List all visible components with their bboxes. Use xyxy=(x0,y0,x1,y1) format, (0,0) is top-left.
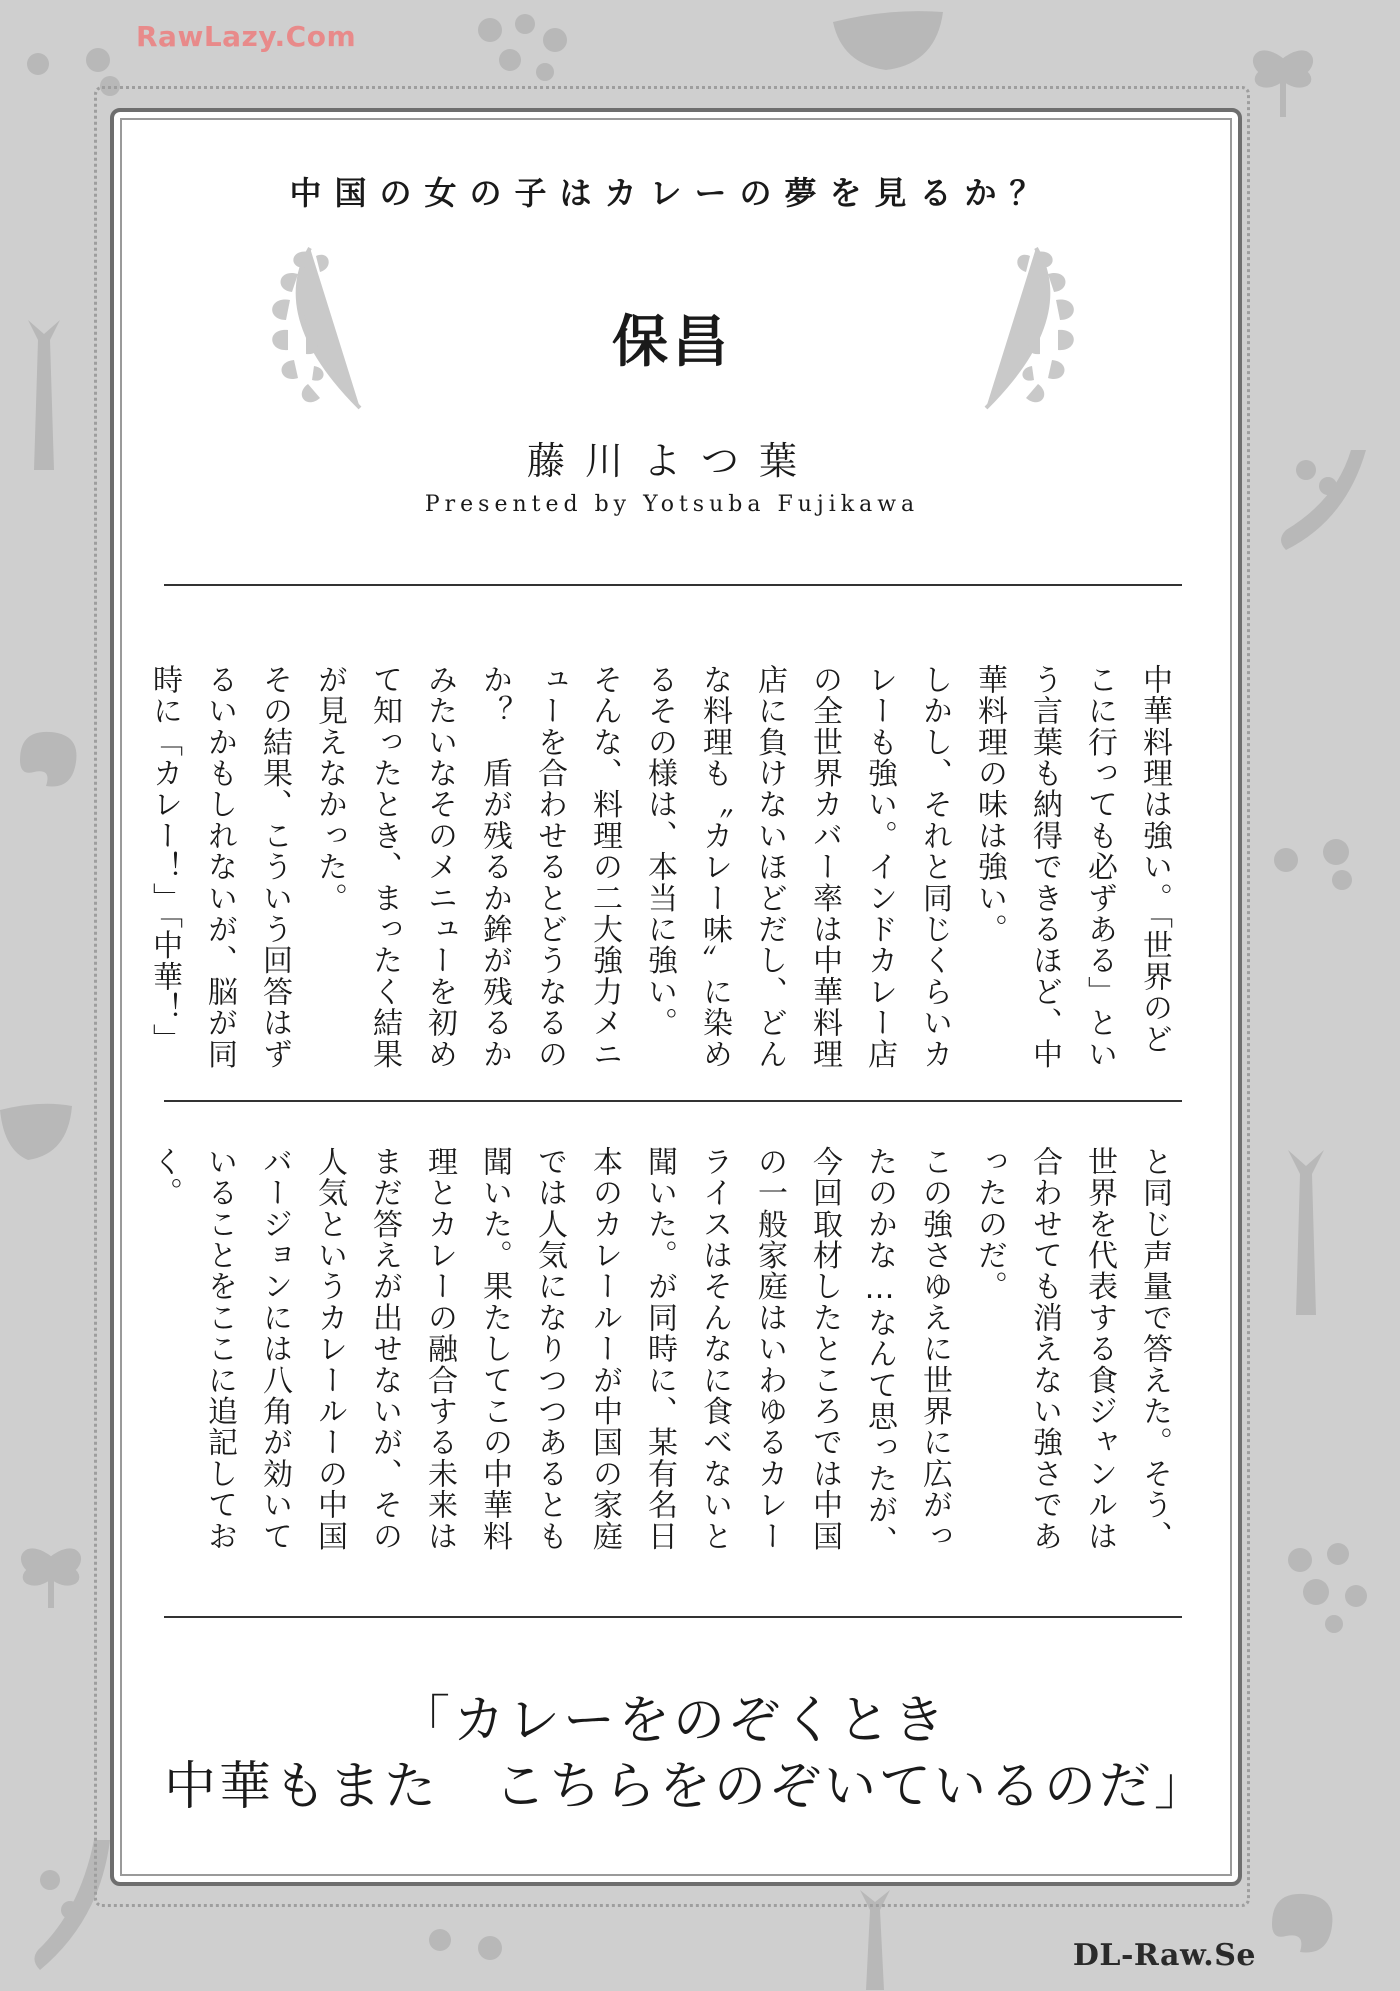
essay-paragraph: 中華料理は強い。「世界のどこに行っても必ずある」という言葉も納得できるほど、中華料理の味は強い。 xyxy=(972,664,1172,1070)
essay-block-2 xyxy=(147,1146,1182,1570)
leek-icon xyxy=(1266,1150,1346,1320)
bowl-icon xyxy=(828,4,948,74)
herb-leaf-icon xyxy=(1238,22,1328,122)
seed-pod-icon xyxy=(420,1916,510,1976)
watermark-bottom: DL-Raw.Se xyxy=(1072,1938,1256,1973)
bean-icon xyxy=(10,720,90,800)
bean-icon xyxy=(1260,1880,1350,1970)
essay-paragraph: そんな、料理の二大強力メニューを合わせるとどうなるのか？ 盾が残るか鉾が残るかみたいなそのメニューを初めて知ったとき、まったく結果が見えなかった。 xyxy=(312,664,622,1070)
presented-by: Presented by Yotsuba Fujikawa xyxy=(424,492,920,517)
series-title: 中国の女の子はカレーの夢を見るか？ xyxy=(289,174,1055,212)
essay-paragraph: しかし、それと同じくらいカレーも強い。インドカレー店の全世界カバー率は中華料理店に負けないほどだし、どんな料理も〝カレー味〟に染めるその様は、本当に強い。 xyxy=(642,664,952,1070)
herb-leaf-icon xyxy=(6,1520,96,1610)
author-name: 藤川よつ葉 xyxy=(526,439,817,483)
bean-icon xyxy=(1266,440,1376,560)
essay-block-1 xyxy=(147,664,1182,1074)
seed-pod-icon xyxy=(1266,830,1366,890)
essay-paragraph: と同じ声量で答えた。そう、世界を代表する食ジャンルは合わせても消えない強さであったのだ。 xyxy=(972,1146,1172,1552)
divider xyxy=(164,584,1182,586)
divider xyxy=(164,1616,1182,1618)
watermark-top: RawLazy.Com xyxy=(136,20,357,53)
tagline-line-2: 中華もまた こちらをのぞいているのだ」 xyxy=(164,1757,1210,1817)
seed-pod-icon xyxy=(470,10,580,90)
dish-title: 保昌 xyxy=(612,310,732,375)
divider xyxy=(164,1100,1182,1102)
bowl-icon xyxy=(0,1090,80,1170)
seed-pod-icon xyxy=(1276,1536,1376,1636)
tagline-line-1: 「カレーをのぞくとき xyxy=(397,1691,948,1751)
essay-paragraph: その結果、こういう回答はずるいかもしれないが、脳が同時に「カレー！」「中華！」 xyxy=(147,664,292,1070)
essay-paragraph: この強さゆえに世界に広がったのかな…なんて思ったが、今回取材したところでは中国の一般家庭はいわゆるカレーライスはそんなに食べないと聞いた。が同時に、某有名日本のカレールーが中国の家庭では人気になりつつあるとも聞いた。果たしてこの中華料理とカレーの融合する未来はまだ答えが出せないが、その人気というカレールーの中国バージョンには八角が効いていることをここに追記しておく。 xyxy=(147,1146,952,1557)
leek-icon xyxy=(4,320,84,480)
